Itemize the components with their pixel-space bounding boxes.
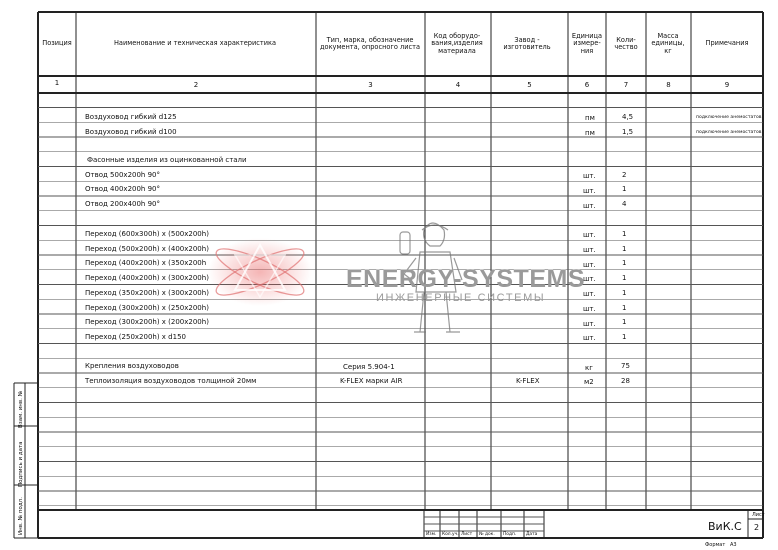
title-block-label: № док.: [479, 532, 495, 537]
row-maker: K-FLEX: [516, 377, 540, 385]
atom-logo-icon: [205, 235, 315, 310]
row-qty: 2: [622, 171, 627, 179]
title-block-label: Лист: [461, 532, 473, 537]
row-name: Переход (400х200h) х (300х200h): [85, 274, 209, 282]
row-unit: пм: [585, 129, 595, 137]
document-code: ВиК.С: [708, 520, 742, 533]
row-qty: 1: [622, 245, 627, 253]
col-number: 9: [724, 81, 730, 89]
row-qty: 1: [622, 318, 627, 326]
row-unit: шт.: [583, 290, 596, 298]
row-name: Крепления воздуховодов: [85, 362, 179, 370]
stamp-replaced-inv: Взам. инв. №: [18, 390, 24, 428]
row-qty: 1: [622, 333, 627, 341]
row-unit: шт.: [583, 246, 596, 254]
watermark-title: ENERGY-SYSTEMS: [346, 265, 585, 293]
row-type: Серия 5.904-1: [343, 363, 395, 371]
row-qty: 75: [621, 362, 630, 370]
header-type: Тип, марка, обозначение документа, опросного листа: [319, 35, 421, 51]
row-unit: шт.: [583, 187, 596, 195]
title-block-label: Изм.: [426, 532, 437, 537]
header-unit: Единица измере- ния: [571, 31, 603, 55]
row-unit: шт.: [583, 261, 596, 269]
row-qty: 1: [622, 230, 627, 238]
title-block-label: Кол.уч.: [442, 532, 459, 537]
header-position: Позиция: [42, 39, 72, 48]
row-name: Переход (250х200h) х d150: [85, 333, 186, 341]
row-qty: 1: [622, 274, 627, 282]
row-unit: шт.: [583, 202, 596, 210]
row-note: подключение анемостатов: [696, 115, 762, 120]
header-maker: Завод - изготовитель: [503, 35, 551, 51]
stamp-inv-original: Инв. № подл.: [18, 497, 24, 535]
row-unit: шт.: [583, 334, 596, 342]
row-name: Воздуховод гибкий d100: [85, 128, 177, 136]
row-qty: 28: [621, 377, 630, 385]
row-unit: шт.: [583, 231, 596, 239]
row-unit: шт.: [583, 275, 596, 283]
header-mass: Масса единицы, кг: [651, 31, 685, 55]
row-note: подключение анемостатов: [696, 130, 762, 135]
col-number: 6: [584, 81, 590, 89]
sheet-label: Лист: [752, 512, 765, 518]
row-qty: 4,5: [622, 113, 634, 121]
header-qty: Коли- чество: [614, 35, 638, 51]
col-number: 7: [623, 81, 629, 89]
row-unit: м2: [584, 378, 594, 386]
row-name: Переход (400х200h) х (350х200h: [85, 259, 207, 267]
row-name: Переход (500х200h) х (400х200h): [85, 245, 209, 253]
row-qty: 1,5: [622, 128, 634, 136]
row-name: Переход (300х200h) х (250х200h): [85, 304, 209, 312]
stamp-signature-date: Подпись и дата: [18, 441, 24, 487]
row-qty: 1: [622, 289, 627, 297]
row-unit: шт.: [583, 172, 596, 180]
row-qty: 1: [622, 185, 627, 193]
col-number: 4: [455, 81, 461, 89]
format-label: Формат: [705, 542, 726, 548]
sheet-number: 2: [754, 523, 760, 532]
title-block-label: Подп.: [503, 532, 517, 537]
col-number: 3: [368, 81, 373, 89]
row-name: Теплоизоляция воздуховодов толщиной 20мм: [85, 377, 257, 385]
header-name: Наименование и техническая характеристика: [113, 39, 277, 48]
row-unit: кг: [585, 364, 593, 372]
row-name: Отвод 500х200h 90°: [85, 171, 160, 179]
row-name: Отвод 200х400h 90°: [85, 200, 160, 208]
row-name: Переход (350х200h) х (300х200h): [85, 289, 209, 297]
row-qty: 4: [622, 200, 627, 208]
row-name: Воздуховод гибкий d125: [85, 113, 177, 121]
row-name: Переход (300х200h) х (200х200h): [85, 318, 209, 326]
row-type: K-FLEX марки AIR: [340, 377, 403, 385]
row-name: Переход (600х300h) х (500х200h): [85, 230, 209, 238]
section-heading: Фасонные изделия из оцинкованной стали: [87, 156, 247, 164]
row-unit: пм: [585, 114, 595, 122]
row-unit: шт.: [583, 320, 596, 328]
col-number: 1: [54, 79, 60, 87]
header-code: Код оборудо- вания,изделия материала: [431, 31, 483, 55]
row-name: Отвод 400х200h 90°: [85, 185, 160, 193]
header-notes: Примечания: [705, 39, 749, 48]
row-qty: 1: [622, 304, 627, 312]
col-number: 5: [527, 81, 532, 89]
watermark-subtitle: ИНЖЕНЕРНЫЕ СИСТЕМЫ: [376, 292, 546, 304]
format-value: А3: [730, 542, 737, 548]
col-number: 2: [193, 81, 199, 89]
col-number: 8: [666, 81, 671, 89]
title-block-label: Дата: [526, 532, 538, 537]
row-unit: шт.: [583, 305, 596, 313]
row-qty: 1: [622, 259, 627, 267]
